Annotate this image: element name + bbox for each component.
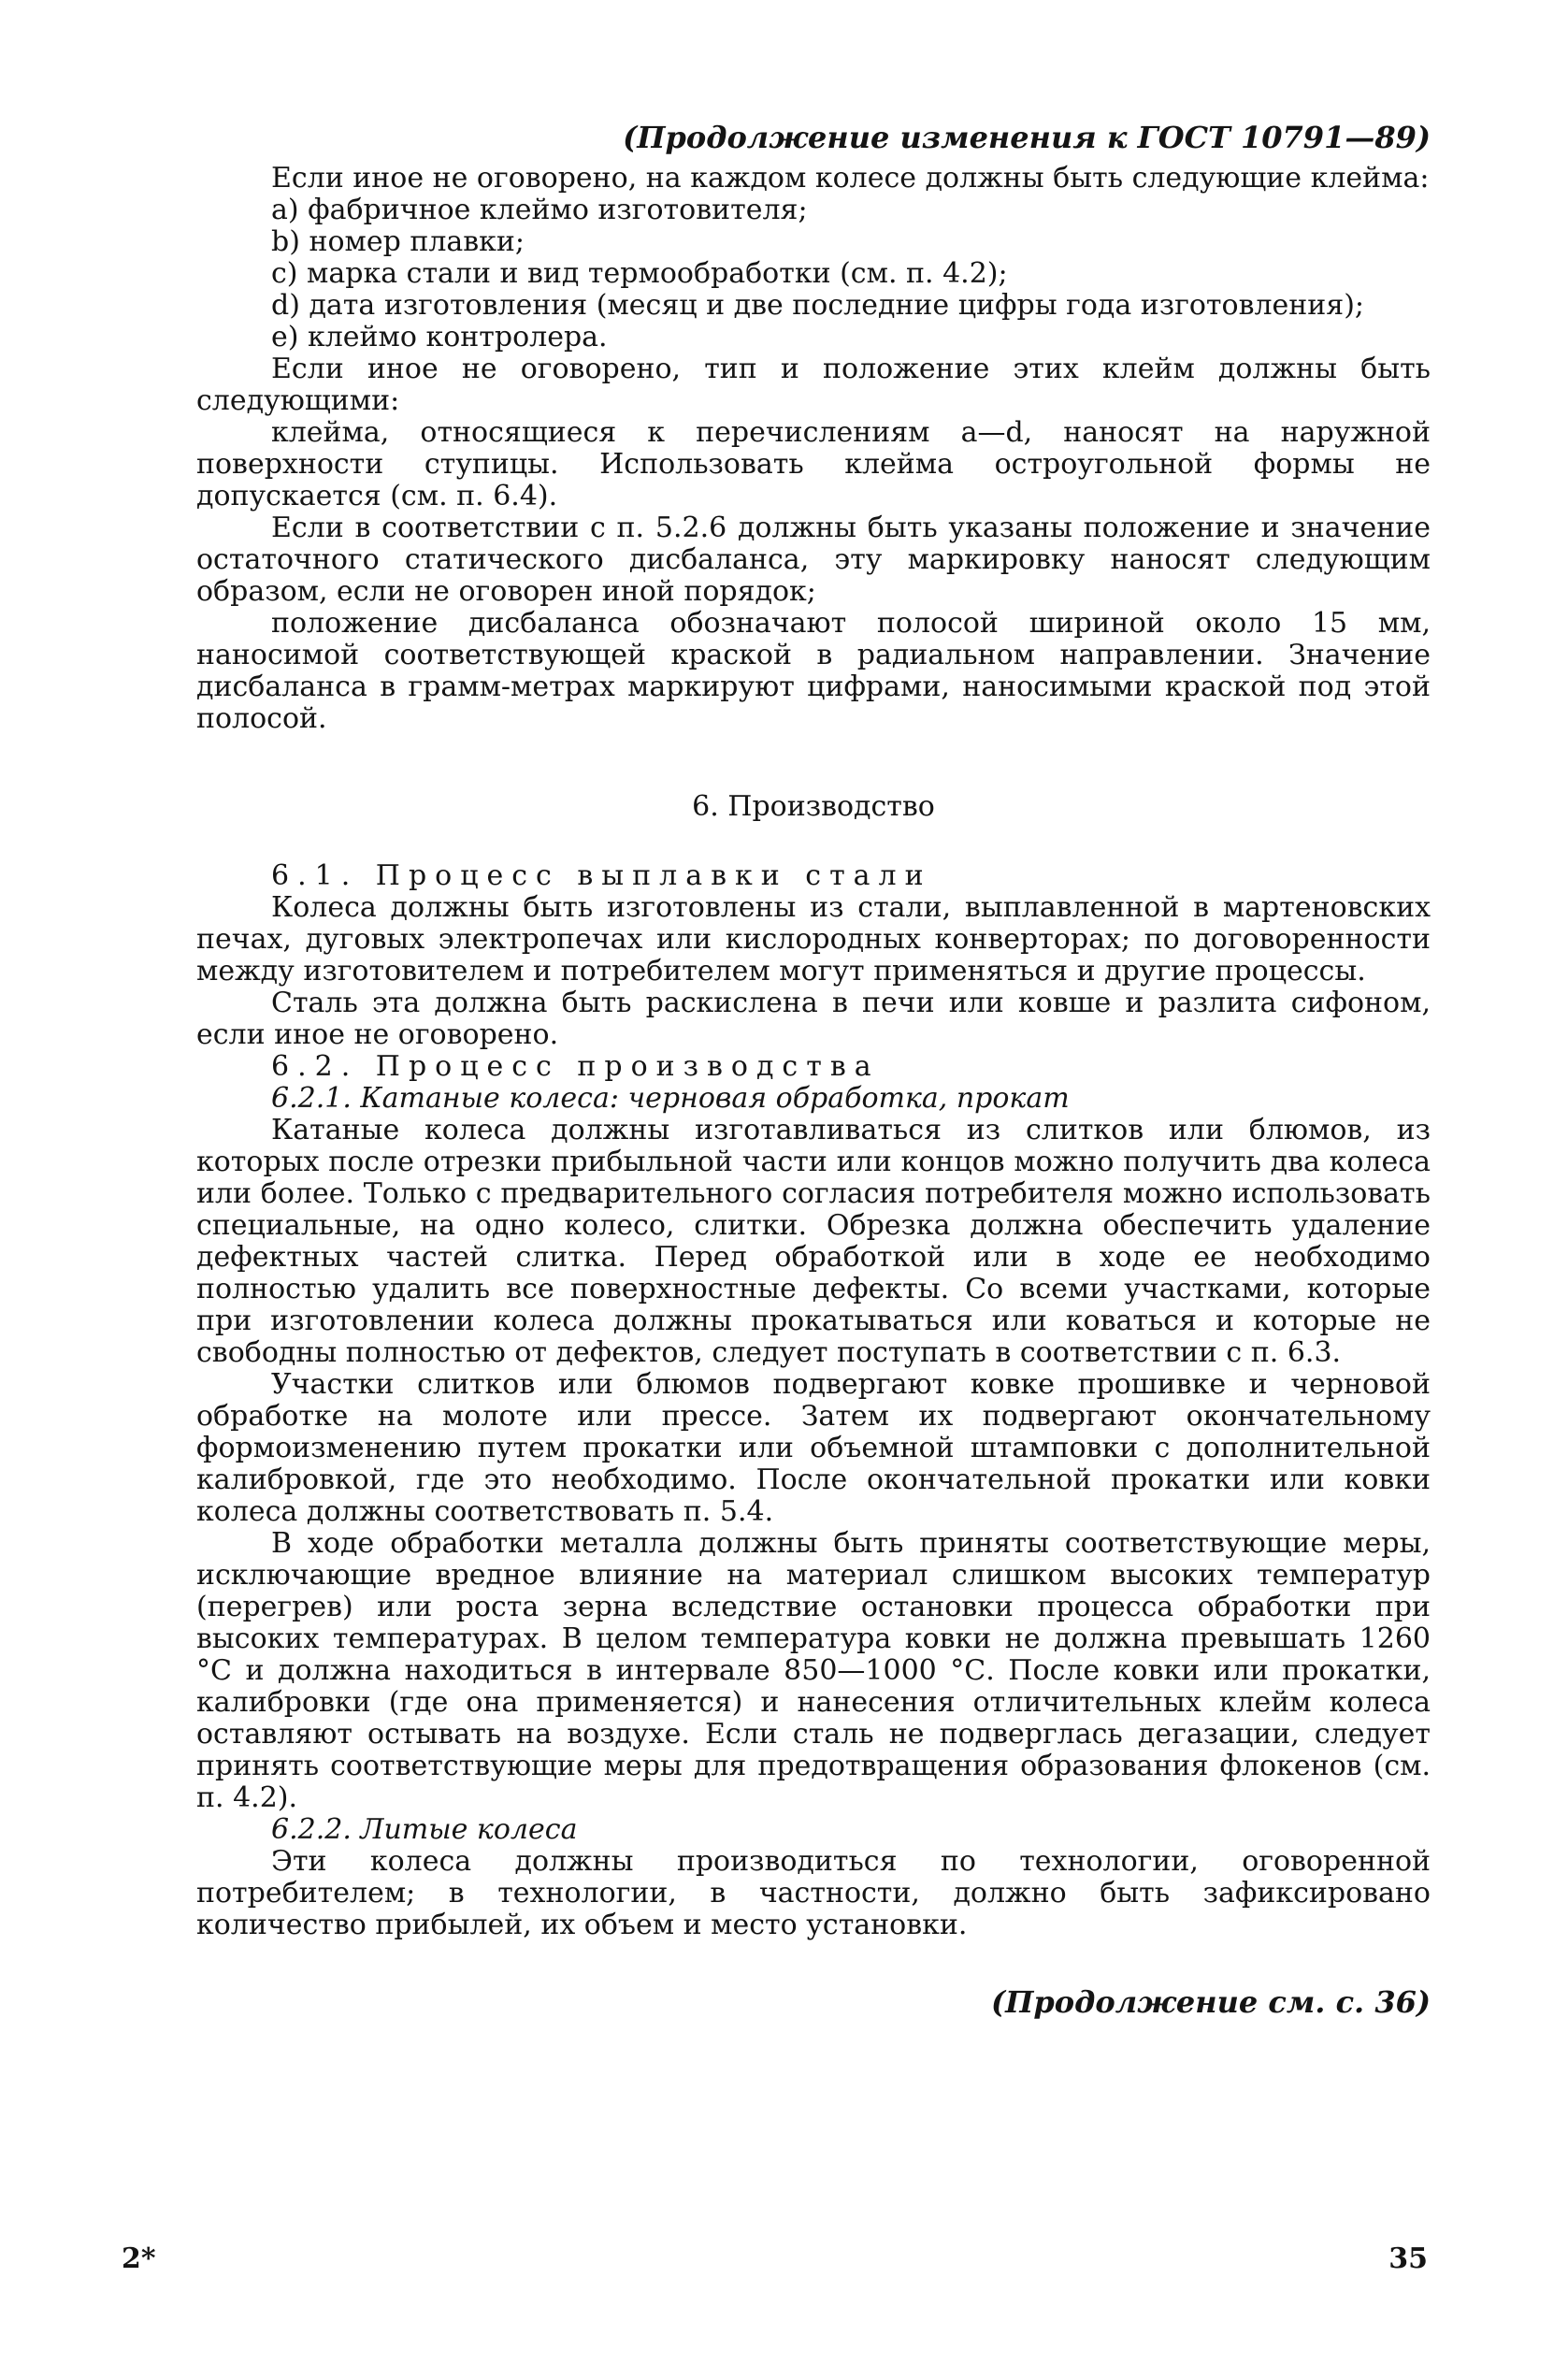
paragraph-6-2-1-1: Катаные колеса должны изготавливаться из слитков или блюмов, из которых после отрезки прибыльной части или концов можно получить два колеса или более. Только с предварительного согласия потребителя можно использовать специальные, на одно колесо, слитки. Обрезка должна обеспечить удаление дефектных частей слитка. Перед обработкой или в ходе ее необходимо полностью удалить все поверхностные дефекты. Со всеми участками, которые при изготовлении колеса должны прокатываться или коваться и которые не свободны полностью от дефектов, следует поступать в соответствии с п. 6.3. <box>196 1114 1431 1369</box>
marking-type-paragraph: Если иное не оговорено, тип и положение этих клейм должны быть следующими: <box>196 353 1431 417</box>
paragraph-6-2-2-1: Эти колеса должны производиться по технологии, оговоренной потребителем; в технологии, в частности, должно быть зафиксировано количество прибылей, их объем и место установки. <box>196 1845 1431 1941</box>
subsection-title-6-1: 6.1. Процесс выплавки стали <box>271 859 932 892</box>
subsection-title-6-2-1: 6.2.1. Катаные колеса: черновая обработка, прокат <box>271 1082 1070 1115</box>
paragraph-6-1-2: Сталь эта должна быть раскислена в печи или ковше и разлита сифоном, если иное не оговорено. <box>196 987 1431 1051</box>
paragraph-6-2-1-2: Участки слитков или блюмов подвергают ковке прошивке и черновой обработке на молоте или прессе. Затем их подвергают окончательному формоизменению путем прокатки или объемной штамповки с дополнительной калибровкой, где это необходимо. После окончательной прокатки или ковки колеса должны соответствовать п. 5.4. <box>196 1368 1431 1528</box>
subsection-title-6-2-2: 6.2.2. Литые колеса <box>271 1813 578 1846</box>
page-footer <box>122 2242 1428 2275</box>
marking-location-paragraph: клейма, относящиеся к перечислениям а—d, наносят на наружной поверхности ступицы. Использовать клейма остроугольной формы не допускается (см. п. 6.4). <box>196 416 1431 512</box>
list-item: а) фабричное клеймо изготовителя; <box>271 194 808 226</box>
document-page <box>196 122 1431 2048</box>
list-item: е) клеймо контролера. <box>271 321 608 353</box>
subsection-title-6-2: 6.2. Процесс производства <box>271 1050 880 1083</box>
page-number: 35 <box>1388 2242 1428 2275</box>
imbalance-paragraph: Если в соответствии с п. 5.2.6 должны быть указаны положение и значение остаточного статического дисбаланса, эту маркировку наносят следующим образом, если не оговорен иной порядок; <box>196 512 1431 608</box>
continuation-header: (Продолжение изменения к ГОСТ 10791—89) <box>623 120 1431 155</box>
list-item: с) марка стали и вид термообработки (см. п. 4.2); <box>271 257 1008 290</box>
continuation-footer: (Продолжение см. с. 36) <box>991 1984 1431 2020</box>
section-title: 6. Производство <box>692 790 935 823</box>
intro-paragraph: Если иное не оговорено, на каждом колесе должны быть следующие клейма: <box>271 162 1430 195</box>
list-item: d) дата изготовления (месяц и две последние цифры года изготовления); <box>271 289 1365 322</box>
paragraph-6-1-1: Колеса должны быть изготовлены из стали, выплавленной в мартеновских печах, дуговых электропечах или кислородных конверторах; по договоренности между изготовителем и потребителем могут применяться и другие процессы. <box>196 891 1431 987</box>
paragraph-6-2-1-3: В ходе обработки металла должны быть приняты соответствующие меры, исключающие вредное влияние на материал слишком высоких температур (перегрев) или роста зерна вследствие остановки процесса обработки при высоких температурах. В целом температура ковки не должна превышать 1260 °С и должна находиться в интервале 850—1000 °С. После ковки или прокатки, калибровки (где она применяется) и нанесения отличительных клейм колеса оставляют остывать на воздухе. Если сталь не подверглась дегазации, следует принять соответствующие меры для предотвращения образования флокенов (см. п. 4.2). <box>196 1527 1431 1814</box>
imbalance-marking-paragraph: положение дисбаланса обозначают полосой шириной около 15 мм, наносимой соответствующей краской в радиальном направлении. Значение дисбаланса в грамм-метрах маркируют цифрами, наносимыми краской под этой полосой. <box>196 607 1431 735</box>
list-item: b) номер плавки; <box>271 225 525 258</box>
sheet-mark: 2* <box>122 2242 156 2275</box>
